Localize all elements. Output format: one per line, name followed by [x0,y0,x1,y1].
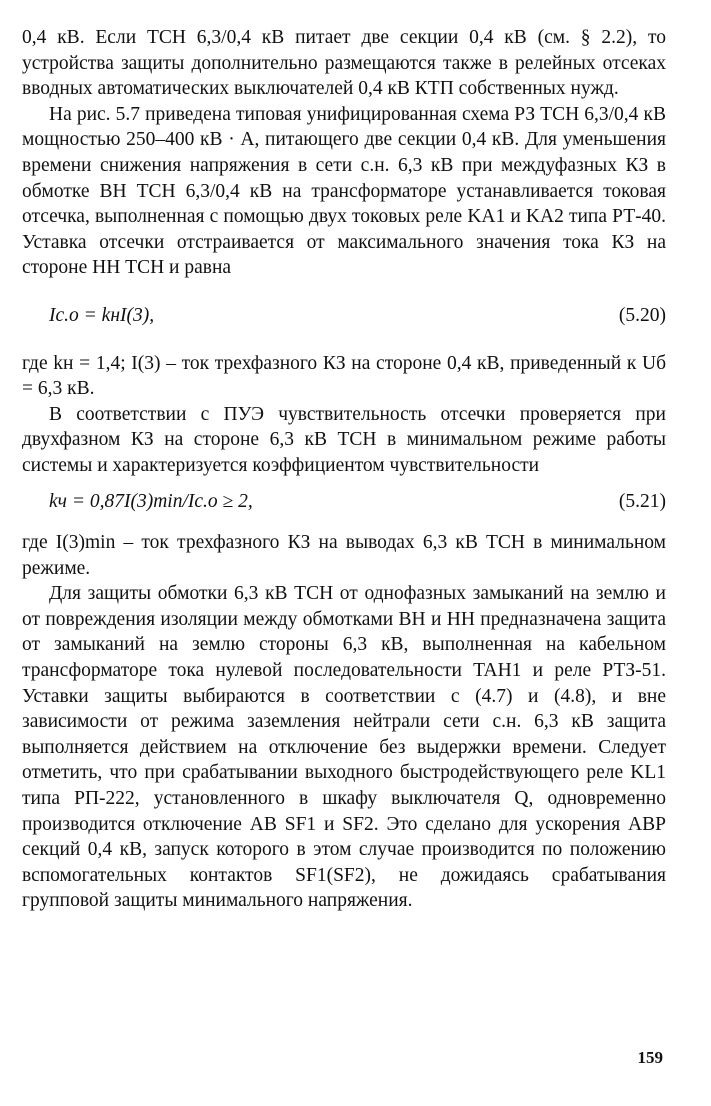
paragraph-1: 0,4 кВ. Если ТСН 6,3/0,4 кВ питает две секции 0,4 кВ (см. § 2.2), то устройства защиты дополнительно размещаются также в релейных отсеках вводных автоматических выключателей 0,4 кВ КТП собственных нужд. [22,27,666,100]
page-number: 159 [637,1048,663,1067]
formula-5-21-number: (5.21) [618,490,666,512]
paragraph-3: где kн = 1,4; I(3) – ток трехфазного КЗ на стороне 0,4 кВ, приведенный к Uб = 6,3 кВ. [22,352,666,400]
formula-5-20-number: (5.20) [618,304,666,326]
paragraph-6: Для защиты обмотки 6,3 кВ ТСН от однофазных замыканий на землю и от повреждения изоляции между обмотками ВН и НН предназначена защита от замыканий на землю стороны 6,3 кВ, выполненная на кабельном трансформаторе тока нулевой последовательности TAH1 и реле РТЗ-51. Уставки защиты выбираются в соответствии с (4.7) и (4.8), и вне зависимости от режима заземления нейтрали сети с.н. 6,3 кВ защита выполняется действием на отключение без выдержки времени. Следует отметить, что при срабатывании выходного быстродействующего реле KL1 типа РП-222, установленного в шкафу выключателя Q, одновременно производится отключение АВ SF1 и SF2. Это сделано для ускорения АВР секций 0,4 кВ, запуск которого в этом случае производится по положению вспомогательных контактов SF1(SF2), не дожидаясь срабатывания групповой защиты минимального напряжения. [22,583,666,912]
paragraph-4: В соответствии с ПУЭ чувствительность отсечки проверяется при двухфазном КЗ на стороне 6,3 кВ ТСН в минимальном режиме работы системы и характеризуется коэффициентом чувствительности [22,403,666,476]
paragraph-5: где I(3)min – ток трехфазного КЗ на выводах 6,3 кВ ТСН в минимальном режиме. [22,532,666,579]
paragraph-2: На рис. 5.7 приведена типовая унифицированная схема РЗ ТСН 6,3/0,4 кВ мощностью 250–400 кВ · А, питающего две секции 0,4 кВ. Для уменьшения времени снижения напряжения в сети с.н. 6,3 кВ при междуфазных КЗ в обмотке ВН ТСН 6,3/0,4 кВ на трансформаторе устанавливается токовая отсечка, выполненная с помощью двух токовых реле KA1 и KA2 типа РТ-40. Уставка отсечки отстраивается от максимального значения тока КЗ на стороне НН ТСН и равна [22,103,666,279]
formula-5-21 [22,489,666,515]
formula-5-21-expression: kч = 0,87I(3)min/Iс.о ≥ 2, [49,490,253,512]
formula-5-20-expression: Iс.о = kнI(3), [49,304,155,326]
body-text [22,25,666,914]
formula-5-20 [22,303,666,329]
